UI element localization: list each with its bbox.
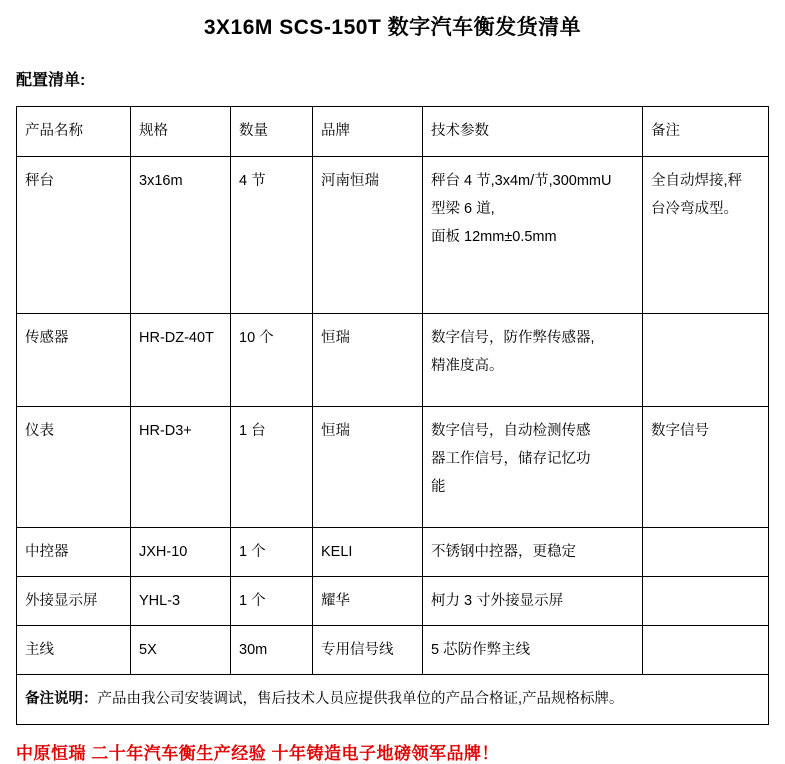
cell-name: 中控器 (17, 527, 131, 576)
remark-line: 台冷弯成型。 (651, 200, 738, 217)
cell-spec: HR-DZ-40T (131, 313, 231, 406)
cell-brand: 恒瑞 (313, 406, 423, 527)
cell-name: 秤台 (17, 156, 131, 313)
note-label: 备注说明： (25, 691, 98, 708)
cell-brand: 专用信号线 (313, 626, 423, 675)
cell-spec: HR-D3+ (131, 406, 231, 527)
cell-quantity: 30m (231, 626, 313, 675)
cell-spec: JXH-10 (131, 527, 231, 576)
param-line: 数字信号，自动检测传感 (431, 422, 591, 439)
table-row (17, 527, 769, 576)
note-cell (17, 675, 769, 724)
table-row (17, 406, 769, 527)
cell-spec: YHL-3 (131, 576, 231, 625)
param-line: 数字信号，防作弊传感器, (431, 329, 595, 346)
cell-remark (643, 626, 769, 675)
param-line: 器工作信号，储存记忆功 (431, 450, 591, 467)
cell-parameters: 5 芯防作弊主线 (423, 626, 643, 675)
cell-remark: 数字信号 (643, 406, 769, 527)
cell-remark (643, 576, 769, 625)
column-header-quantity: 数量 (231, 107, 313, 156)
param-line: 精准度高。 (431, 357, 504, 374)
param-line: 型梁 6 道, (431, 200, 495, 217)
param-line: 面板 12mm±0.5mm (431, 229, 557, 246)
cell-quantity: 1 个 (231, 527, 313, 576)
cell-brand: KELI (313, 527, 423, 576)
cell-quantity: 10 个 (231, 313, 313, 406)
column-header-parameters: 技术参数 (423, 107, 643, 156)
table-row (17, 626, 769, 675)
cell-remark (643, 527, 769, 576)
cell-quantity: 1 台 (231, 406, 313, 527)
footer-slogan: 中原恒瑞 二十年汽车衡生产经验 十年铸造电子地磅领军品牌！ (16, 743, 499, 763)
cell-brand: 河南恒瑞 (313, 156, 423, 313)
table-note-row (17, 675, 769, 724)
cell-parameters (423, 313, 643, 406)
cell-quantity: 1 个 (231, 576, 313, 625)
column-header-name: 产品名称 (17, 107, 131, 156)
cell-parameters: 柯力 3 寸外接显示屏 (423, 576, 643, 625)
cell-parameters (423, 406, 643, 527)
column-header-spec: 规格 (131, 107, 231, 156)
cell-spec: 5X (131, 626, 231, 675)
cell-name: 外接显示屏 (17, 576, 131, 625)
table-header-row (17, 107, 769, 156)
column-header-remark: 备注 (643, 107, 769, 156)
param-line: 能 (431, 479, 446, 496)
param-line: 秤台 4 节,3x4m/节,300mmU (431, 172, 612, 189)
cell-spec: 3x16m (131, 156, 231, 313)
cell-name: 主线 (17, 626, 131, 675)
note-text: 产品由我公司安装调试，售后技术人员应提供我单位的产品合格证,产品规格标牌。 (97, 691, 624, 708)
table-row (17, 156, 769, 313)
cell-brand: 耀华 (313, 576, 423, 625)
spec-table (16, 106, 769, 724)
cell-brand: 恒瑞 (313, 313, 423, 406)
config-list-label: 配置清单: (16, 72, 86, 90)
table-row (17, 313, 769, 406)
cell-parameters: 不锈钢中控器，更稳定 (423, 527, 643, 576)
remark-line: 全自动焊接,秤 (651, 172, 743, 189)
cell-remark (643, 156, 769, 313)
cell-name: 仪表 (17, 406, 131, 527)
cell-parameters (423, 156, 643, 313)
cell-name: 传感器 (17, 313, 131, 406)
table-row (17, 576, 769, 625)
page-title: 3X16M SCS-150T 数字汽车衡发货清单 (203, 16, 582, 39)
cell-remark (643, 313, 769, 406)
column-header-brand: 品牌 (313, 107, 423, 156)
cell-quantity: 4 节 (231, 156, 313, 313)
